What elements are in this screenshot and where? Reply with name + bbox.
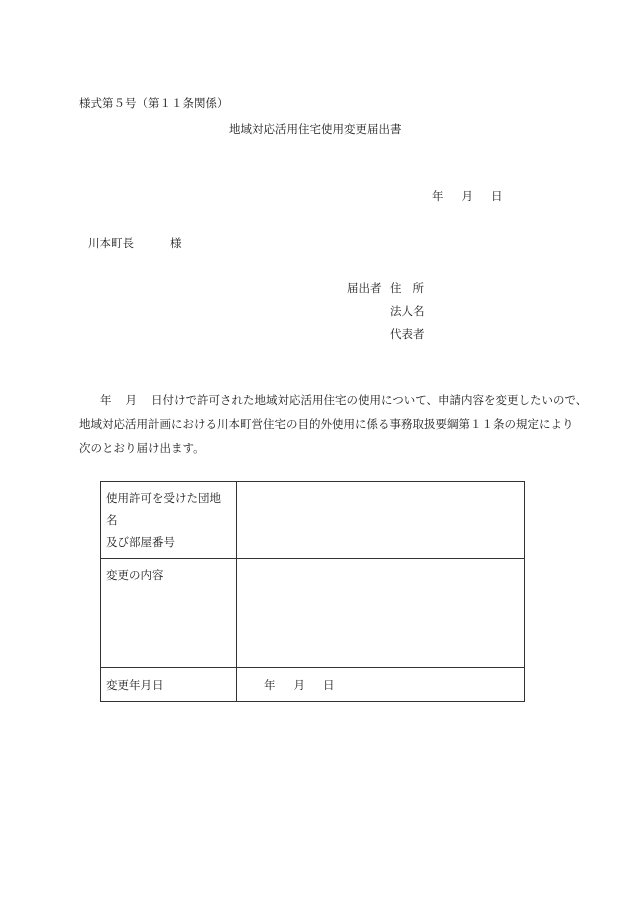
complex-room-label-line-1: 使用許可を受けた団地名 <box>106 491 221 527</box>
change-date-value[interactable] <box>237 668 525 702</box>
applicant-representative-label: 代表者 <box>390 327 425 341</box>
date-day-label: 日 <box>491 189 503 203</box>
body-month: 月 <box>125 393 137 407</box>
complex-room-label <box>101 482 237 559</box>
addressee-honorific: 様 <box>170 236 182 250</box>
applicant-corporation-label: 法人名 <box>390 304 425 318</box>
date-month-label: 月 <box>461 189 473 203</box>
table-row-complex <box>101 482 525 559</box>
body-line-3: 次のとおり届け出ます。 <box>79 441 205 455</box>
change-date-month: 月 <box>293 677 305 692</box>
body-line-2: 地域対応活用計画における川本町営住宅の目的外使用に係る事務取扱要綱第１１条の規定により <box>79 417 574 431</box>
table-row-change-date <box>101 668 525 702</box>
body-paragraph <box>79 388 588 460</box>
body-line-1-text: 日付けで許可された地域対応活用住宅の使用について、申請内容を変更したいので、 <box>151 393 588 407</box>
address-label-char-2: 所 <box>412 281 424 295</box>
applicant-address-label <box>390 282 424 296</box>
date-year-label: 年 <box>432 189 444 203</box>
change-date-year: 年 <box>264 677 276 692</box>
address-label-char-1: 住 <box>390 281 402 295</box>
change-date-day: 日 <box>323 677 335 692</box>
change-date-label: 変更年月日 <box>101 668 237 702</box>
complex-room-label-line-2: 及び部屋番号 <box>106 535 175 549</box>
document-title: 地域対応活用住宅使用変更届出書 <box>229 122 402 136</box>
body-line-1 <box>79 388 588 412</box>
change-content-label: 変更の内容 <box>101 559 237 668</box>
complex-room-value[interactable] <box>237 482 525 559</box>
form-number: 様式第５号（第１１条関係） <box>79 96 229 110</box>
addressee-name: 川本町長 <box>88 236 134 250</box>
applicant-label: 届出者 <box>347 281 382 295</box>
submission-date <box>432 190 503 204</box>
body-year: 年 <box>100 393 112 407</box>
change-details-table <box>100 481 525 702</box>
table-row-change-content <box>101 559 525 668</box>
addressee <box>88 237 182 251</box>
change-content-value[interactable] <box>237 559 525 668</box>
